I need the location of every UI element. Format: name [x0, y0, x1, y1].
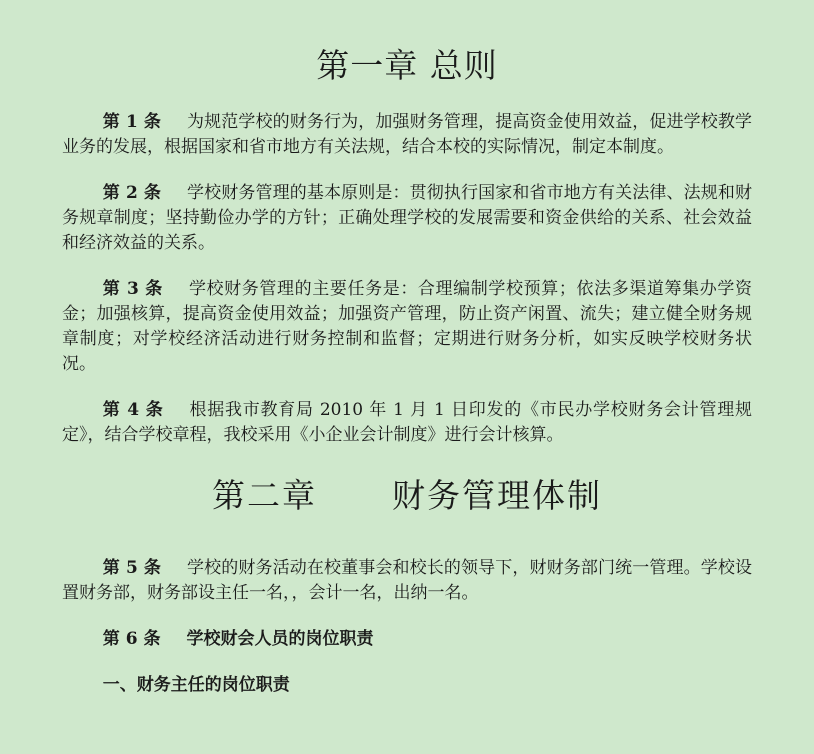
article-3: [62, 277, 752, 377]
article-3-number: 第 3 条: [102, 279, 163, 299]
article-4-text: 根据我市教育局 2010 年 1 月 1 日印发的《市民办学校财务会计管理规定》，结合学校章程，我校采用《小企业会计制度》进行会计核算。: [62, 400, 752, 445]
article-3-text: 学校财务管理的主要任务是：合理编制学校预算；依法多渠道筹集办学资金；加强核算，提高资金使用效益；加强资产管理，防止资产闲置、流失；建立健全财务规章制度；对学校经济活动进行财务控制和监督；定期进行财务分析，如实反映学校财务状况。: [62, 279, 753, 374]
article-6-number: 第 6 条: [102, 629, 161, 649]
article-2: [62, 181, 752, 256]
chapter-2-title: 第二章 财务管理体制: [212, 476, 602, 515]
chapter-1-title: 第一章 总则: [316, 46, 498, 85]
article-2-text: 学校财务管理的基本原则是：贯彻执行国家和省市地方有关法律、法规和财务规章制度；坚持勤俭办学的方针；正确处理学校的发展需要和资金供给的关系、社会效益和经济效益的关系。: [62, 183, 752, 253]
article-4: [62, 398, 752, 448]
section-1-heading: 一、财务主任的岗位职责: [102, 675, 290, 695]
article-1: [62, 110, 752, 160]
article-2-number: 第 2 条: [102, 183, 161, 203]
article-4-number: 第 4 条: [102, 400, 164, 420]
article-5-text: 学校的财务活动在校董事会和校长的领导下，财财务部门统一管理。学校设置财务部，财务部设主任一名，，会计一名，出纳一名。: [62, 558, 752, 603]
article-5-number: 第 5 条: [102, 558, 161, 578]
article-6-heading: [62, 627, 752, 652]
article-6-title: 学校财会人员的岗位职责: [186, 629, 374, 649]
article-1-text: 为规范学校的财务行为，加强财务管理，提高资金使用效益，促进学校教学业务的发展，根据国家和省市地方有关法规，结合本校的实际情况，制定本制度。: [62, 112, 752, 157]
article-5: [62, 556, 752, 606]
article-1-number: 第 1 条: [102, 112, 161, 132]
